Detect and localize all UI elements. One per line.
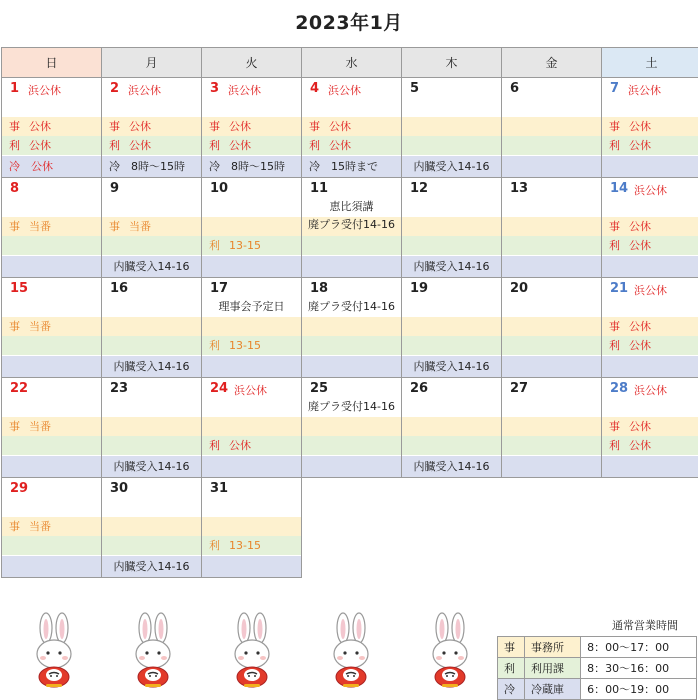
office-band xyxy=(302,317,401,336)
cold-storage-band xyxy=(302,356,401,377)
day-cell xyxy=(602,378,698,478)
weekday-sun: 日 xyxy=(2,48,102,78)
day-cell xyxy=(2,478,102,578)
cold-storage-band xyxy=(602,456,698,477)
office-band xyxy=(102,517,201,536)
usage-band xyxy=(102,536,201,555)
band-symbol: 事 xyxy=(9,420,20,433)
usage-band xyxy=(602,236,698,255)
cold-storage-band xyxy=(302,456,401,477)
weekday-wed: 水 xyxy=(302,48,402,78)
day-cell-body xyxy=(402,178,501,277)
day-cell-body xyxy=(502,178,601,277)
cold-storage-band xyxy=(602,356,698,377)
office-band xyxy=(402,417,501,436)
usage-band xyxy=(2,336,101,355)
cold-storage-band xyxy=(202,156,301,177)
day-cell-body xyxy=(502,78,601,177)
band-symbol: 事 xyxy=(9,320,20,333)
day-number: 5 xyxy=(410,81,420,96)
calendar-week xyxy=(2,278,698,378)
cold-storage-band xyxy=(402,256,501,277)
day-number: 30 xyxy=(110,481,129,496)
day-cell xyxy=(302,178,402,278)
day-number: 22 xyxy=(10,381,29,396)
cold-storage-band xyxy=(2,356,101,377)
usage-band xyxy=(302,136,401,155)
cold-storage-band xyxy=(602,156,698,177)
calendar-week xyxy=(2,478,698,578)
day-cell-body xyxy=(102,378,201,477)
band-value: 公休 xyxy=(629,420,651,433)
day-number: 28 xyxy=(610,381,629,396)
office-band xyxy=(402,117,501,136)
usage-band xyxy=(202,336,301,355)
empty-cell xyxy=(602,478,698,578)
day-cell xyxy=(202,278,302,378)
day-cell-body xyxy=(502,378,601,477)
day-cell-body xyxy=(202,78,301,177)
office-band xyxy=(402,217,501,236)
usage-band xyxy=(502,236,601,255)
band-symbol: 利 xyxy=(9,139,20,152)
usage-band xyxy=(2,136,101,155)
day-number: 9 xyxy=(110,181,120,196)
day-cell-body xyxy=(602,278,698,377)
hours-symbol: 事 xyxy=(498,637,525,658)
office-band xyxy=(602,117,698,136)
band-text: 内臓受入14-16 xyxy=(113,260,190,273)
day-number: 13 xyxy=(510,181,529,196)
cold-storage-band xyxy=(102,256,201,277)
hours-section: 冷蔵庫 xyxy=(525,679,581,700)
office-band xyxy=(202,417,301,436)
hours-row xyxy=(498,637,697,658)
office-band xyxy=(202,217,301,236)
day-number: 26 xyxy=(410,381,429,396)
day-number: 18 xyxy=(310,281,329,296)
hours-row xyxy=(498,658,697,679)
day-cell-body xyxy=(302,378,401,477)
empty-cell xyxy=(302,478,402,578)
day-cell-body xyxy=(102,78,201,177)
day-cell-body xyxy=(2,178,101,277)
usage-band xyxy=(102,436,201,455)
holiday-label: 浜公休 xyxy=(28,84,61,97)
day-cell xyxy=(202,478,302,578)
day-number: 25 xyxy=(310,381,329,396)
office-band xyxy=(302,117,401,136)
day-cell xyxy=(602,278,698,378)
empty-cell xyxy=(502,478,602,578)
day-cell xyxy=(602,178,698,278)
cold-storage-band xyxy=(502,356,601,377)
band-value: 公休 xyxy=(29,139,51,152)
holiday-label: 浜公休 xyxy=(634,184,667,197)
band-text: 冷 15時まで xyxy=(309,160,378,173)
hours-time: 8：00～17：00 xyxy=(581,637,697,658)
office-band xyxy=(602,217,698,236)
day-cell-body xyxy=(202,178,301,277)
usage-band xyxy=(2,436,101,455)
office-band xyxy=(102,317,201,336)
office-band xyxy=(2,417,101,436)
band-value: 公休 xyxy=(629,439,651,452)
band-symbol: 利 xyxy=(109,139,120,152)
band-text: 冷 8時～15時 xyxy=(209,160,285,173)
usage-band xyxy=(202,236,301,255)
band-symbol: 事 xyxy=(9,520,20,533)
event-note: 恵比須講 xyxy=(329,200,374,213)
usage-band xyxy=(202,136,301,155)
cold-storage-band xyxy=(502,456,601,477)
band-value: 公休 xyxy=(229,139,251,152)
day-cell-body xyxy=(502,278,601,377)
holiday-label: 浜公休 xyxy=(634,384,667,397)
day-number: 4 xyxy=(310,81,320,96)
calendar xyxy=(1,47,698,578)
band-symbol: 利 xyxy=(309,139,320,152)
day-cell xyxy=(202,378,302,478)
cold-storage-band xyxy=(202,556,301,577)
band-value: 公休 xyxy=(629,239,651,252)
day-cell xyxy=(2,178,102,278)
office-band xyxy=(2,217,101,236)
band-value: 当番 xyxy=(129,220,151,233)
band-value: 13-15 xyxy=(229,339,261,352)
hours-title: 通常営業時間 xyxy=(612,619,678,632)
day-number: 6 xyxy=(510,81,520,96)
band-symbol: 利 xyxy=(609,439,620,452)
band-symbol: 事 xyxy=(609,320,620,333)
day-number: 16 xyxy=(110,281,129,296)
office-band xyxy=(502,317,601,336)
hours-row xyxy=(498,679,697,700)
cold-storage-band xyxy=(602,256,698,277)
day-cell-body xyxy=(602,78,698,177)
hours-symbol: 利 xyxy=(498,658,525,679)
usage-band xyxy=(502,436,601,455)
cold-storage-band xyxy=(302,156,401,177)
cold-storage-band xyxy=(402,156,501,177)
band-symbol: 事 xyxy=(609,120,620,133)
usage-band xyxy=(202,436,301,455)
holiday-label: 浜公休 xyxy=(234,384,267,397)
cold-storage-band xyxy=(2,556,101,577)
day-number: 23 xyxy=(110,381,129,396)
office-band xyxy=(2,117,101,136)
day-number: 20 xyxy=(510,281,529,296)
holiday-label: 浜公休 xyxy=(634,284,667,297)
hours-table xyxy=(497,636,697,700)
band-text: 冷 公休 xyxy=(9,160,53,173)
office-band xyxy=(602,317,698,336)
cold-storage-band xyxy=(202,256,301,277)
cold-storage-band xyxy=(2,156,101,177)
day-cell-body xyxy=(102,178,201,277)
day-cell-body xyxy=(202,278,301,377)
usage-band xyxy=(2,236,101,255)
day-cell xyxy=(102,378,202,478)
band-value: 公休 xyxy=(629,220,651,233)
day-cell xyxy=(202,78,302,178)
usage-band xyxy=(102,336,201,355)
band-symbol: 事 xyxy=(109,220,120,233)
cold-storage-band xyxy=(102,356,201,377)
usage-band xyxy=(602,336,698,355)
band-value: 公休 xyxy=(629,320,651,333)
day-number: 1 xyxy=(10,81,20,96)
band-symbol: 利 xyxy=(209,239,220,252)
office-band xyxy=(102,217,201,236)
band-text: 内臓受入14-16 xyxy=(413,260,490,273)
day-number: 3 xyxy=(210,81,220,96)
day-cell xyxy=(102,178,202,278)
day-number: 29 xyxy=(10,481,29,496)
band-text: 内臓受入14-16 xyxy=(413,460,490,473)
usage-band xyxy=(502,336,601,355)
day-number: 8 xyxy=(10,181,20,196)
event-note: 廃プラ受付14-16 xyxy=(308,218,395,231)
hours-section: 利用課 xyxy=(525,658,581,679)
band-value: 公休 xyxy=(629,120,651,133)
cold-storage-band xyxy=(502,256,601,277)
day-number: 27 xyxy=(510,381,529,396)
usage-band xyxy=(602,136,698,155)
cold-storage-band xyxy=(2,256,101,277)
band-value: 13-15 xyxy=(229,239,261,252)
day-cell-body xyxy=(202,478,301,577)
day-cell xyxy=(302,78,402,178)
office-band xyxy=(102,417,201,436)
day-cell xyxy=(502,178,602,278)
day-cell-body xyxy=(102,478,201,577)
holiday-label: 浜公休 xyxy=(128,84,161,97)
holiday-label: 浜公休 xyxy=(628,84,661,97)
band-value: 公休 xyxy=(629,139,651,152)
day-cell xyxy=(402,278,502,378)
day-cell xyxy=(302,378,402,478)
event-note: 廃プラ受付14-16 xyxy=(308,400,395,413)
usage-band xyxy=(402,336,501,355)
day-cell-body xyxy=(2,378,101,477)
usage-band xyxy=(2,536,101,555)
cold-storage-band xyxy=(102,556,201,577)
office-band xyxy=(202,517,301,536)
band-symbol: 利 xyxy=(609,139,620,152)
holiday-label: 浜公休 xyxy=(328,84,361,97)
usage-band xyxy=(502,136,601,155)
day-cell-body xyxy=(2,78,101,177)
day-number: 17 xyxy=(210,281,229,296)
band-symbol: 利 xyxy=(209,439,220,452)
band-value: 公休 xyxy=(229,120,251,133)
day-cell-body xyxy=(2,478,101,577)
band-symbol: 事 xyxy=(609,220,620,233)
day-number: 24 xyxy=(210,381,229,396)
empty-cell xyxy=(402,478,502,578)
day-number: 15 xyxy=(10,281,29,296)
band-text: 冷 8時～15時 xyxy=(109,160,185,173)
cold-storage-band xyxy=(102,456,201,477)
event-note: 廃プラ受付14-16 xyxy=(308,300,395,313)
weekday-tue: 火 xyxy=(202,48,302,78)
rabbit-daruma-icon xyxy=(325,612,377,688)
day-number: 11 xyxy=(310,181,329,196)
band-value: 当番 xyxy=(29,320,51,333)
rabbit-daruma-icon xyxy=(28,612,80,688)
usage-band xyxy=(402,436,501,455)
day-cell xyxy=(2,278,102,378)
band-value: 13-15 xyxy=(229,539,261,552)
band-value: 当番 xyxy=(29,220,51,233)
day-number: 7 xyxy=(610,81,620,96)
day-cell-body xyxy=(102,278,201,377)
office-band xyxy=(202,317,301,336)
rabbit-daruma-icon xyxy=(226,612,278,688)
usage-band xyxy=(402,136,501,155)
day-cell xyxy=(102,278,202,378)
band-symbol: 事 xyxy=(109,120,120,133)
band-symbol: 利 xyxy=(209,139,220,152)
day-cell xyxy=(2,378,102,478)
day-cell xyxy=(602,78,698,178)
weekday-fri: 金 xyxy=(502,48,602,78)
cold-storage-band xyxy=(102,156,201,177)
office-band xyxy=(202,117,301,136)
cold-storage-band xyxy=(202,456,301,477)
day-cell-body xyxy=(402,78,501,177)
event-note: 理事会予定日 xyxy=(218,300,285,313)
calendar-week xyxy=(2,378,698,478)
weekday-sat: 土 xyxy=(602,48,698,78)
calendar-week xyxy=(2,178,698,278)
day-number: 21 xyxy=(610,281,629,296)
day-cell-body xyxy=(402,278,501,377)
office-band xyxy=(302,417,401,436)
band-symbol: 事 xyxy=(9,120,20,133)
band-value: 公休 xyxy=(29,120,51,133)
day-number: 31 xyxy=(210,481,229,496)
band-symbol: 利 xyxy=(209,339,220,352)
day-cell xyxy=(202,178,302,278)
hours-symbol: 冷 xyxy=(498,679,525,700)
office-band xyxy=(502,217,601,236)
office-band xyxy=(502,117,601,136)
usage-band xyxy=(102,136,201,155)
band-value: 公休 xyxy=(329,120,351,133)
day-cell xyxy=(502,378,602,478)
calendar-week xyxy=(2,78,698,178)
day-cell xyxy=(402,378,502,478)
day-cell xyxy=(2,78,102,178)
hours-section: 事務所 xyxy=(525,637,581,658)
band-value: 公休 xyxy=(329,139,351,152)
office-band xyxy=(602,417,698,436)
cold-storage-band xyxy=(502,156,601,177)
office-band xyxy=(402,317,501,336)
day-cell-body xyxy=(302,178,401,277)
band-symbol: 事 xyxy=(209,120,220,133)
usage-band xyxy=(402,236,501,255)
weekday-thu: 木 xyxy=(402,48,502,78)
weekday-mon: 月 xyxy=(102,48,202,78)
band-value: 公休 xyxy=(629,339,651,352)
day-cell-body xyxy=(602,378,698,477)
day-cell-body xyxy=(402,378,501,477)
band-text: 内臓受入14-16 xyxy=(413,360,490,373)
day-cell-body xyxy=(602,178,698,277)
band-value: 公休 xyxy=(129,120,151,133)
cold-storage-band xyxy=(302,256,401,277)
cold-storage-band xyxy=(202,356,301,377)
usage-band xyxy=(302,336,401,355)
day-number: 10 xyxy=(210,181,229,196)
day-cell-body xyxy=(2,278,101,377)
day-number: 19 xyxy=(410,281,429,296)
day-number: 2 xyxy=(110,81,120,96)
band-value: 当番 xyxy=(29,520,51,533)
office-band xyxy=(502,417,601,436)
rabbit-daruma-icon xyxy=(127,612,179,688)
band-symbol: 利 xyxy=(609,239,620,252)
weekday-header xyxy=(2,48,698,78)
cold-storage-band xyxy=(402,356,501,377)
band-value: 公休 xyxy=(229,439,251,452)
band-symbol: 事 xyxy=(9,220,20,233)
band-text: 内臓受入14-16 xyxy=(113,460,190,473)
usage-band xyxy=(202,536,301,555)
usage-band xyxy=(302,436,401,455)
band-text: 内臓受入14-16 xyxy=(413,160,490,173)
rabbit-daruma-icon xyxy=(424,612,476,688)
usage-band xyxy=(602,436,698,455)
usage-band xyxy=(102,236,201,255)
office-band xyxy=(2,317,101,336)
day-cell xyxy=(502,278,602,378)
day-cell xyxy=(402,78,502,178)
hours-time: 8：30～16：00 xyxy=(581,658,697,679)
band-value: 当番 xyxy=(29,420,51,433)
band-text: 内臓受入14-16 xyxy=(113,360,190,373)
band-value: 公休 xyxy=(129,139,151,152)
day-cell-body xyxy=(202,378,301,477)
page-title: 2023年1月 xyxy=(295,12,403,34)
band-text: 内臓受入14-16 xyxy=(113,560,190,573)
office-band xyxy=(2,517,101,536)
day-cell xyxy=(302,278,402,378)
day-cell-body xyxy=(302,278,401,377)
hours-time: 6：00～19：00 xyxy=(581,679,697,700)
usage-band xyxy=(302,236,401,255)
day-number: 14 xyxy=(610,181,629,196)
band-symbol: 利 xyxy=(209,539,220,552)
day-cell xyxy=(102,478,202,578)
band-symbol: 事 xyxy=(309,120,320,133)
office-band xyxy=(102,117,201,136)
day-cell xyxy=(102,78,202,178)
holiday-label: 浜公休 xyxy=(228,84,261,97)
day-cell xyxy=(402,178,502,278)
cold-storage-band xyxy=(2,456,101,477)
cold-storage-band xyxy=(402,456,501,477)
band-symbol: 事 xyxy=(609,420,620,433)
band-symbol: 利 xyxy=(609,339,620,352)
day-cell xyxy=(502,78,602,178)
day-number: 12 xyxy=(410,181,429,196)
day-cell-body xyxy=(302,78,401,177)
